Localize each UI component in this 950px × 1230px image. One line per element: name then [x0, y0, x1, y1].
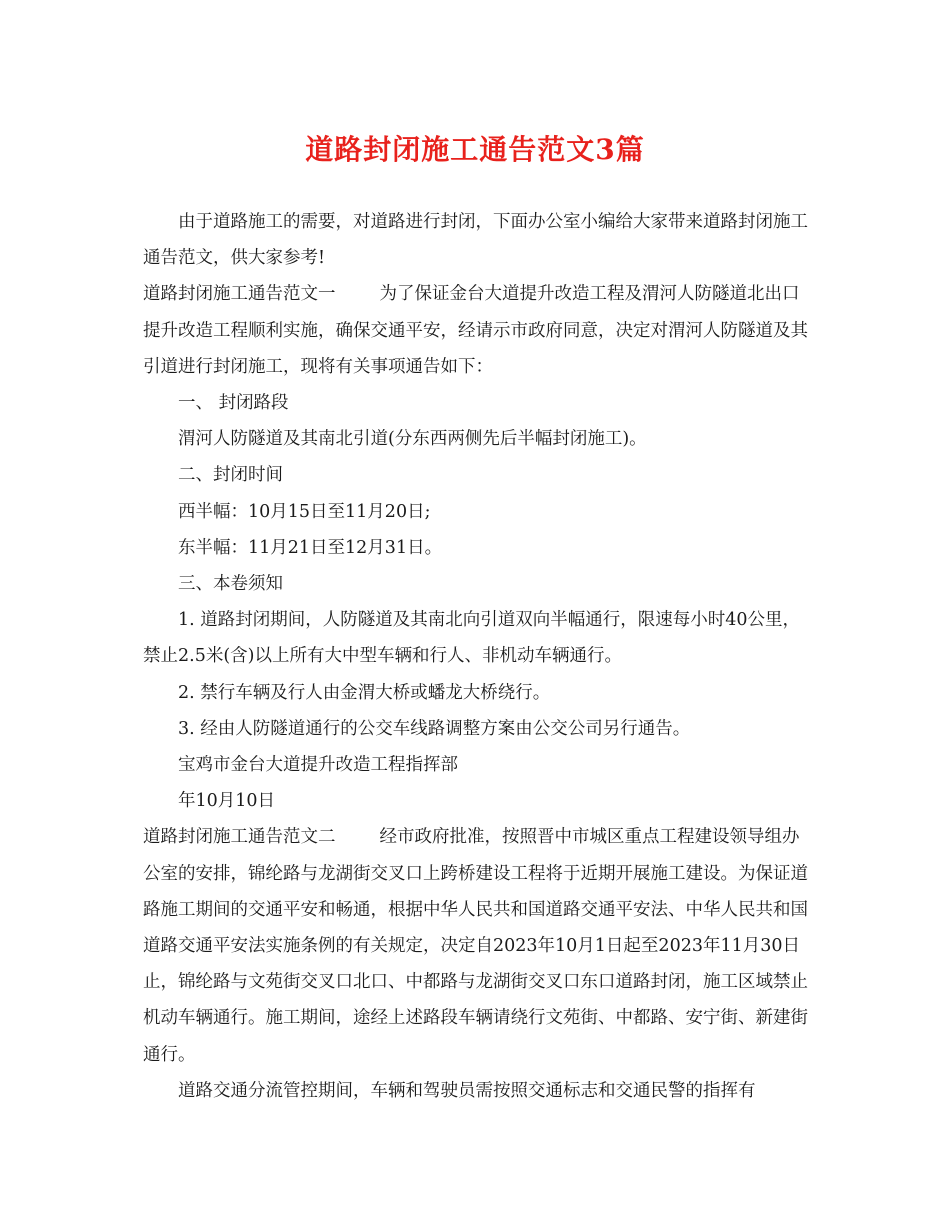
intro-paragraph: 由于道路施工的需要，对道路进行封闭，下面办公室小编给大家带来道路封闭施工通告范文，供大家参考!	[143, 212, 808, 269]
section1-title: 一、 封闭路段	[178, 393, 289, 414]
sample1-lead: 为了保证金台大道提升改造工程及渭河人防隧道北出口提升改造工程顺利实施，确保交通平安，经请示市政府同意，决定对渭河人防隧道及其引道进行封闭施工，现将有关事项通告如下：	[143, 284, 808, 377]
sample1-heading: 道路封闭施工通告范文一	[143, 284, 336, 305]
sample2-para2: 道路交通分流管控期间，车辆和驾驶员需按照交通标志和交通民警的指挥有	[178, 1080, 756, 1101]
section2-title: 二、封闭时间	[178, 465, 283, 486]
west-half-time: 西半幅：10月15日至11月20日;	[178, 501, 431, 522]
section1-text: 渭河人防隧道及其南北引道(分东西两侧先后半幅封闭施工)。	[178, 429, 647, 450]
signature: 宝鸡市金台大道提升改造工程指挥部	[178, 755, 458, 776]
document-body	[143, 204, 815, 1109]
east-half-time: 东半幅：11月21日至12月31日。	[178, 537, 443, 558]
section3-title: 三、本卷须知	[178, 574, 283, 595]
note-1: 1. 道路封闭期间，人防隧道及其南北向引道双向半幅通行，限速每小时40公里，禁止2.5米(含)以上所有大中型车辆和行人、非机动车辆通行。	[143, 610, 801, 667]
sample2-paragraph	[143, 819, 815, 1072]
note-2: 2. 禁行车辆及行人由金渭大桥或蟠龙大桥绕行。	[178, 682, 551, 703]
sample2-lead: 经市政府批准，按照晋中市城区重点工程建设领导组办公室的安排，锦纶路与龙湖街交叉口上跨桥建设工程将于近期开展施工建设。为保证道路施工期间的交通平安和畅通，根据中华人民共和国道路交通平安法、中华人民共和国道路交通平安法实施条例的有关规定，决定自2023年10月1日起至2023年11月30日止，锦纶路与文苑街交叉口北口、中都路与龙湖街交叉口东口道路封闭，施工区域禁止机动车辆通行。施工期间，途经上述路段车辆请绕行文苑街、中都路、安宁街、新建街通行。	[143, 827, 808, 1065]
sample2-heading: 道路封闭施工通告范文二	[143, 827, 336, 848]
sample1-date: 年10月10日	[178, 791, 276, 812]
note-3: 3. 经由人防隧道通行的公交车线路调整方案由公交公司另行通告。	[178, 718, 691, 739]
sample1-paragraph	[143, 276, 815, 385]
document-title: 道路封闭施工通告范文3篇	[305, 133, 645, 166]
